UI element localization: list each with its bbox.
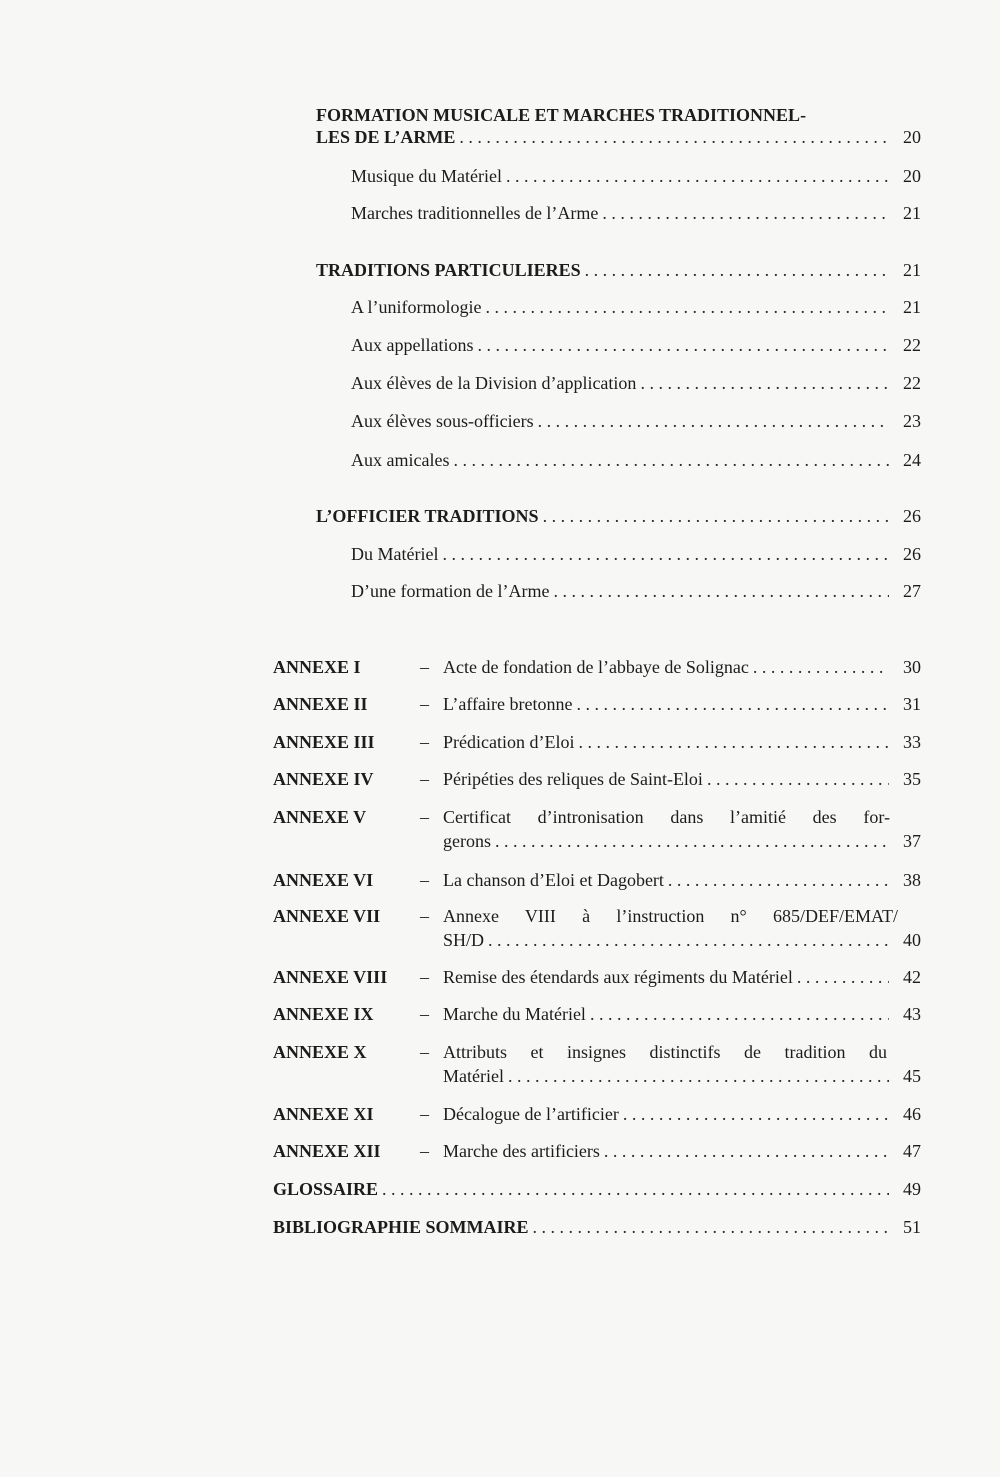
dot-leader: [506, 165, 889, 187]
dot-leader: [668, 869, 889, 891]
annex-dash: –: [420, 807, 429, 827]
dot-leader: [604, 1140, 889, 1162]
annex-dash: –: [420, 732, 429, 752]
toc-entry-label: Marches traditionnelles de l’Arme: [351, 203, 599, 223]
toc-page-number: 22: [903, 335, 921, 355]
dot-leader: [485, 296, 889, 318]
annex-id: ANNEXE III: [273, 732, 375, 752]
toc-entry-label: Marche du Matériel: [443, 1004, 586, 1024]
toc-entry-label: Matériel: [443, 1066, 504, 1086]
toc-page-number: 51: [903, 1217, 921, 1237]
toc-entry-label: Acte de fondation de l’abbaye de Solignac: [443, 657, 749, 677]
toc-entry[interactable]: [351, 580, 921, 602]
toc-entry-annex[interactable]: [443, 1140, 921, 1162]
toc-page-number: 35: [903, 769, 921, 789]
toc-entry-annex[interactable]: [443, 869, 921, 891]
toc-page-number: 47: [903, 1141, 921, 1161]
toc-page-number: 20: [903, 127, 921, 147]
dot-leader: [533, 1216, 889, 1238]
toc-entry-annex[interactable]: [443, 1065, 921, 1087]
annex-id: ANNEXE VII: [273, 906, 381, 926]
toc-entry[interactable]: [351, 410, 921, 432]
toc-entry[interactable]: [351, 372, 921, 394]
toc-entry-label: Aux amicales: [351, 450, 450, 470]
toc-entry[interactable]: [351, 449, 921, 471]
toc-entry-label: BIBLIOGRAPHIE SOMMAIRE: [273, 1217, 529, 1237]
annex-id: ANNEXE I: [273, 657, 361, 677]
dot-leader: [488, 929, 889, 951]
dot-leader: [602, 202, 889, 224]
toc-page-number: 43: [903, 1004, 921, 1024]
toc-entry-annex[interactable]: [443, 768, 921, 790]
toc-entry-label: LES DE L’ARME: [316, 127, 456, 147]
annex-dash: –: [420, 694, 429, 714]
dot-leader: [495, 830, 889, 852]
toc-entry-annex[interactable]: [443, 693, 921, 715]
dot-leader: [459, 126, 889, 148]
toc-entry-label: La chanson d’Eloi et Dagobert: [443, 870, 664, 890]
toc-page-number: 20: [903, 166, 921, 186]
toc-entry-annex[interactable]: [443, 966, 921, 988]
toc-entry-label: Aux élèves sous-officiers: [351, 411, 534, 431]
toc-entry[interactable]: [351, 543, 921, 565]
toc-entry-annex[interactable]: [443, 830, 921, 852]
toc-entry[interactable]: [351, 202, 921, 224]
dot-leader: [382, 1178, 889, 1200]
annex-text-line: Certificat d’intronisation dans l’amitié des for-: [443, 807, 890, 827]
annex-id: ANNEXE IV: [273, 769, 374, 789]
toc-entry-label: Du Matériel: [351, 544, 439, 564]
toc-entry-label: D’une formation de l’Arme: [351, 581, 550, 601]
dot-leader: [640, 372, 889, 394]
annex-id: ANNEXE XII: [273, 1141, 381, 1161]
annex-dash: –: [420, 1141, 429, 1161]
section-title-line: FORMATION MUSICALE ET MARCHES TRADITIONNEL-: [316, 105, 807, 125]
toc-page-number: 27: [903, 581, 921, 601]
toc-entry-annex[interactable]: [443, 929, 921, 951]
toc-page-number: 42: [903, 967, 921, 987]
toc-entry-label: Aux appellations: [351, 335, 474, 355]
dot-leader: [543, 505, 889, 527]
toc-page-number: 49: [903, 1179, 921, 1199]
annex-dash: –: [420, 906, 429, 926]
annex-id: ANNEXE II: [273, 694, 368, 714]
annex-id: ANNEXE V: [273, 807, 367, 827]
toc-page-number: 31: [903, 694, 921, 714]
toc-entry-bibliography[interactable]: [273, 1216, 921, 1238]
toc-page-number: 24: [903, 450, 921, 470]
toc-page-number: 37: [903, 831, 921, 851]
annex-text-line: Annexe VIII à l’instruction n° 685/DEF/EMAT/: [443, 906, 898, 926]
dot-leader: [477, 334, 889, 356]
toc-page-number: 45: [903, 1066, 921, 1086]
dot-leader: [538, 410, 889, 432]
toc-entry-label: L’affaire bretonne: [443, 694, 573, 714]
toc-entry-label: Remise des étendards aux régiments du Matériel: [443, 967, 793, 987]
toc-entry-annex[interactable]: [443, 656, 921, 678]
toc-page-number: 21: [903, 203, 921, 223]
toc-page-number: 38: [903, 870, 921, 890]
toc-entry[interactable]: [351, 165, 921, 187]
annex-id: ANNEXE VIII: [273, 967, 388, 987]
toc-entry-annex[interactable]: [443, 1003, 921, 1025]
annex-dash: –: [420, 1004, 429, 1024]
dot-leader: [508, 1065, 889, 1087]
toc-entry-label: Marche des artificiers: [443, 1141, 600, 1161]
toc-page-number: 23: [903, 411, 921, 431]
toc-page-number: 33: [903, 732, 921, 752]
dot-leader: [553, 580, 889, 602]
toc-entry-section[interactable]: [316, 126, 921, 148]
toc-entry[interactable]: [351, 334, 921, 356]
toc-entry-section[interactable]: [316, 505, 921, 527]
toc-page-number: 26: [903, 506, 921, 526]
annex-dash: –: [420, 769, 429, 789]
dot-leader: [442, 543, 889, 565]
dot-leader: [590, 1003, 889, 1025]
toc-page-number: 26: [903, 544, 921, 564]
toc-entry-glossary[interactable]: [273, 1178, 921, 1200]
dot-leader: [453, 449, 889, 471]
annex-dash: –: [420, 870, 429, 890]
toc-entry-annex[interactable]: [443, 731, 921, 753]
toc-page-number: 21: [903, 260, 921, 280]
annex-dash: –: [420, 657, 429, 677]
toc-entry-label: GLOSSAIRE: [273, 1179, 379, 1199]
dot-leader: [585, 259, 889, 281]
toc-entry-label: A l’uniformologie: [351, 297, 482, 317]
toc-entry[interactable]: [351, 296, 921, 318]
toc-page-number: 21: [903, 297, 921, 317]
toc-entry-label: Musique du Matériel: [351, 166, 502, 186]
toc-entry-label: TRADITIONS PARTICULIERES: [316, 260, 581, 280]
annex-dash: –: [420, 967, 429, 987]
toc-entry-label: Péripéties des reliques de Saint-Eloi: [443, 769, 703, 789]
toc-entry-label: SH/D: [443, 930, 485, 950]
annex-id: ANNEXE X: [273, 1042, 367, 1062]
toc-page-number: 46: [903, 1104, 921, 1124]
toc-page-number: 30: [903, 657, 921, 677]
annex-id: ANNEXE VI: [273, 870, 374, 890]
annex-dash: –: [420, 1104, 429, 1124]
dot-leader: [707, 768, 889, 790]
toc-entry-label: Prédication d’Eloi: [443, 732, 575, 752]
annex-text-line: Attributs et insignes distinctifs de tradition du: [443, 1042, 887, 1062]
annex-id: ANNEXE IX: [273, 1004, 374, 1024]
toc-entry-label: L’OFFICIER TRADITIONS: [316, 506, 539, 526]
dot-leader: [623, 1103, 889, 1125]
toc-page-number: 22: [903, 373, 921, 393]
toc-entry-label: Aux élèves de la Division d’application: [351, 373, 637, 393]
dot-leader: [753, 656, 889, 678]
dot-leader: [578, 731, 889, 753]
annex-dash: –: [420, 1042, 429, 1062]
annex-id: ANNEXE XI: [273, 1104, 374, 1124]
toc-entry-label: gerons: [443, 831, 491, 851]
toc-entry-label: Décalogue de l’artificier: [443, 1104, 619, 1124]
dot-leader: [576, 693, 889, 715]
toc-entry-section[interactable]: [316, 259, 921, 281]
toc-entry-annex[interactable]: [443, 1103, 921, 1125]
dot-leader: [797, 966, 889, 988]
toc-page-number: 40: [903, 930, 921, 950]
